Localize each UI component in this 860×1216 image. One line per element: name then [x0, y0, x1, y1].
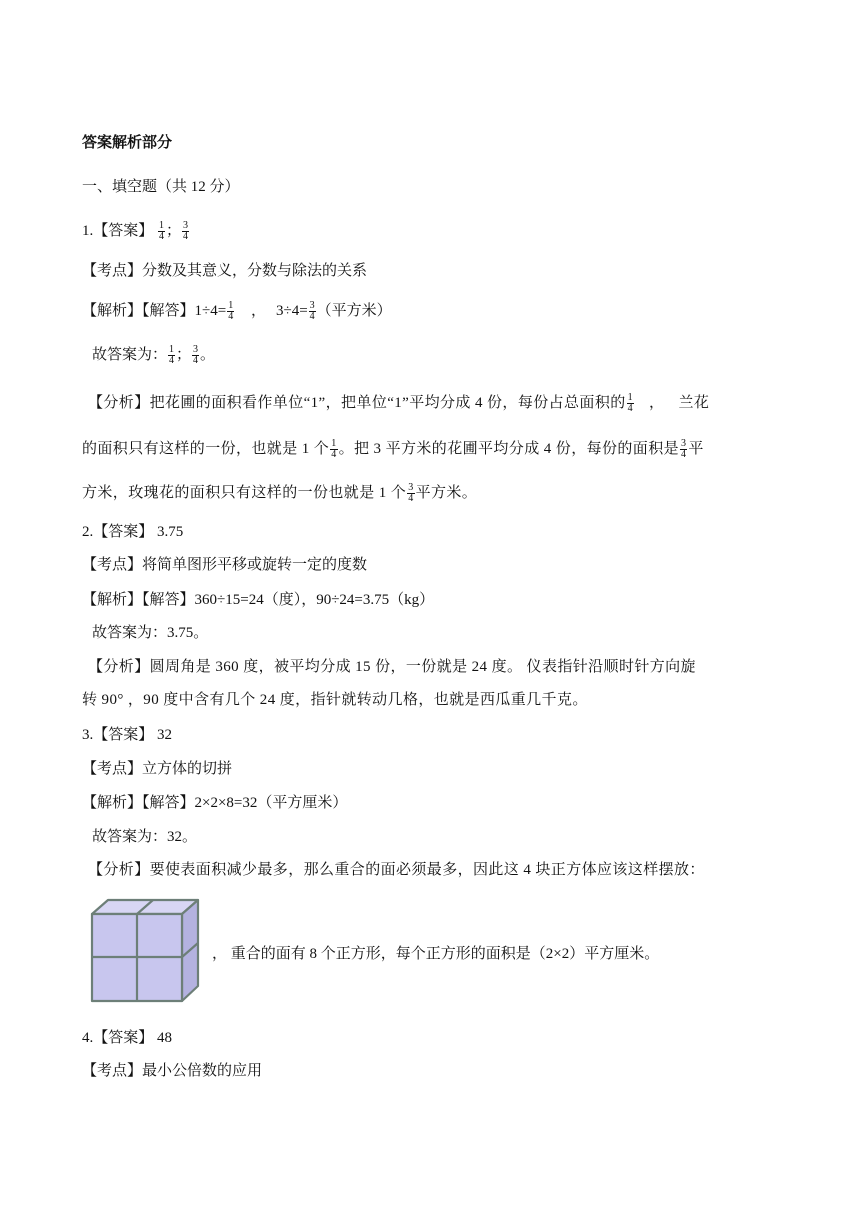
q1-analysis-line-2: 的面积只有这样的一份，也就是 1 个 $\frac{1}{4}$ 。把 3 平方米的花圃平均分成 4 份，每份的面积是 $\frac{3}{4}$ 平	[82, 438, 704, 461]
q1-solve: 【解析】【解答】1÷4= $\frac{1}{4}$ ， 3÷4= $\frac{3}{4}$ （平方米）	[82, 300, 392, 323]
section-title: 一、填空题（共 12 分）	[82, 179, 240, 195]
q1-analysis-line-3: 方米，玫瑰花的面积只有这样的一份也就是 1 个 $\frac{3}{4}$ 平方米。	[82, 482, 478, 505]
q1-result: 故答案为： $\frac{1}{4}$ ； $\frac{3}{4}$ 。	[92, 344, 216, 367]
q2-result: 故答案为：3.75。	[92, 625, 209, 641]
q2-answer: 2.【答案】 3.75	[82, 524, 184, 540]
q3-analysis-line-1: 【分析】要使表面积减少最多，那么重合的面必须最多，因此这 4 块正方体应该这样摆放：	[88, 862, 705, 878]
q2-analysis-line-1: 【分析】圆周角是 360 度，被平均分成 15 份，一份就是 24 度。 仪表指针沿顺时针方向旋	[88, 659, 696, 675]
q3-answer: 3.【答案】 32	[82, 727, 173, 743]
q3-figure-explanation: ， 重合的面有 8 个正方形，每个正方形的面积是（2×2）平方厘米。	[212, 946, 660, 962]
q1-result-fraction-2: $\frac{3}{4}$	[193, 344, 199, 367]
q1-answer-fraction-1: $\frac{1}{4}$	[159, 220, 165, 243]
q2-analysis-line-2: 转 90° ，90 度中含有几个 24 度，指针就转动几格，也就是西瓜重几千克。	[82, 692, 588, 708]
stacked-cubes-figure	[88, 898, 200, 1004]
q1-answer-line: 1.【答案】 $\frac{1}{4}$ ； $\frac{3}{4}$	[82, 220, 189, 243]
q1-solve-fraction-1: $\frac{1}{4}$	[228, 300, 234, 323]
q1-answer-fraction-2: $\frac{3}{4}$	[183, 220, 189, 243]
q3-point: 【考点】立方体的切拼	[82, 761, 233, 777]
q4-answer: 4.【答案】 48	[82, 1030, 173, 1046]
q1-analysis-line-1: 【分析】把花圃的面积看作单位“1”，把单位“1”平均分成 4 份，每份占总面积的 $\frac{1}{4}$ ， 兰花	[88, 392, 710, 415]
q2-solve: 【解析】【解答】360÷15=24（度），90÷24=3.75（kg）	[82, 592, 435, 608]
q1-result-fraction-1: $\frac{1}{4}$	[169, 344, 175, 367]
q3-result: 故答案为：32。	[92, 829, 198, 845]
q1-solve-fraction-2: $\frac{3}{4}$	[309, 300, 315, 323]
q2-point: 【考点】将简单图形平移或旋转一定的度数	[82, 557, 368, 573]
q3-solve: 【解析】【解答】2×2×8=32（平方厘米）	[82, 795, 348, 811]
q1-point: 【考点】分数及其意义，分数与除法的关系	[82, 263, 368, 279]
page-heading: 答案解析部分	[82, 135, 173, 151]
q1-answer-label: 1.【答案】	[82, 223, 154, 239]
q4-point: 【考点】最小公倍数的应用	[82, 1063, 263, 1079]
